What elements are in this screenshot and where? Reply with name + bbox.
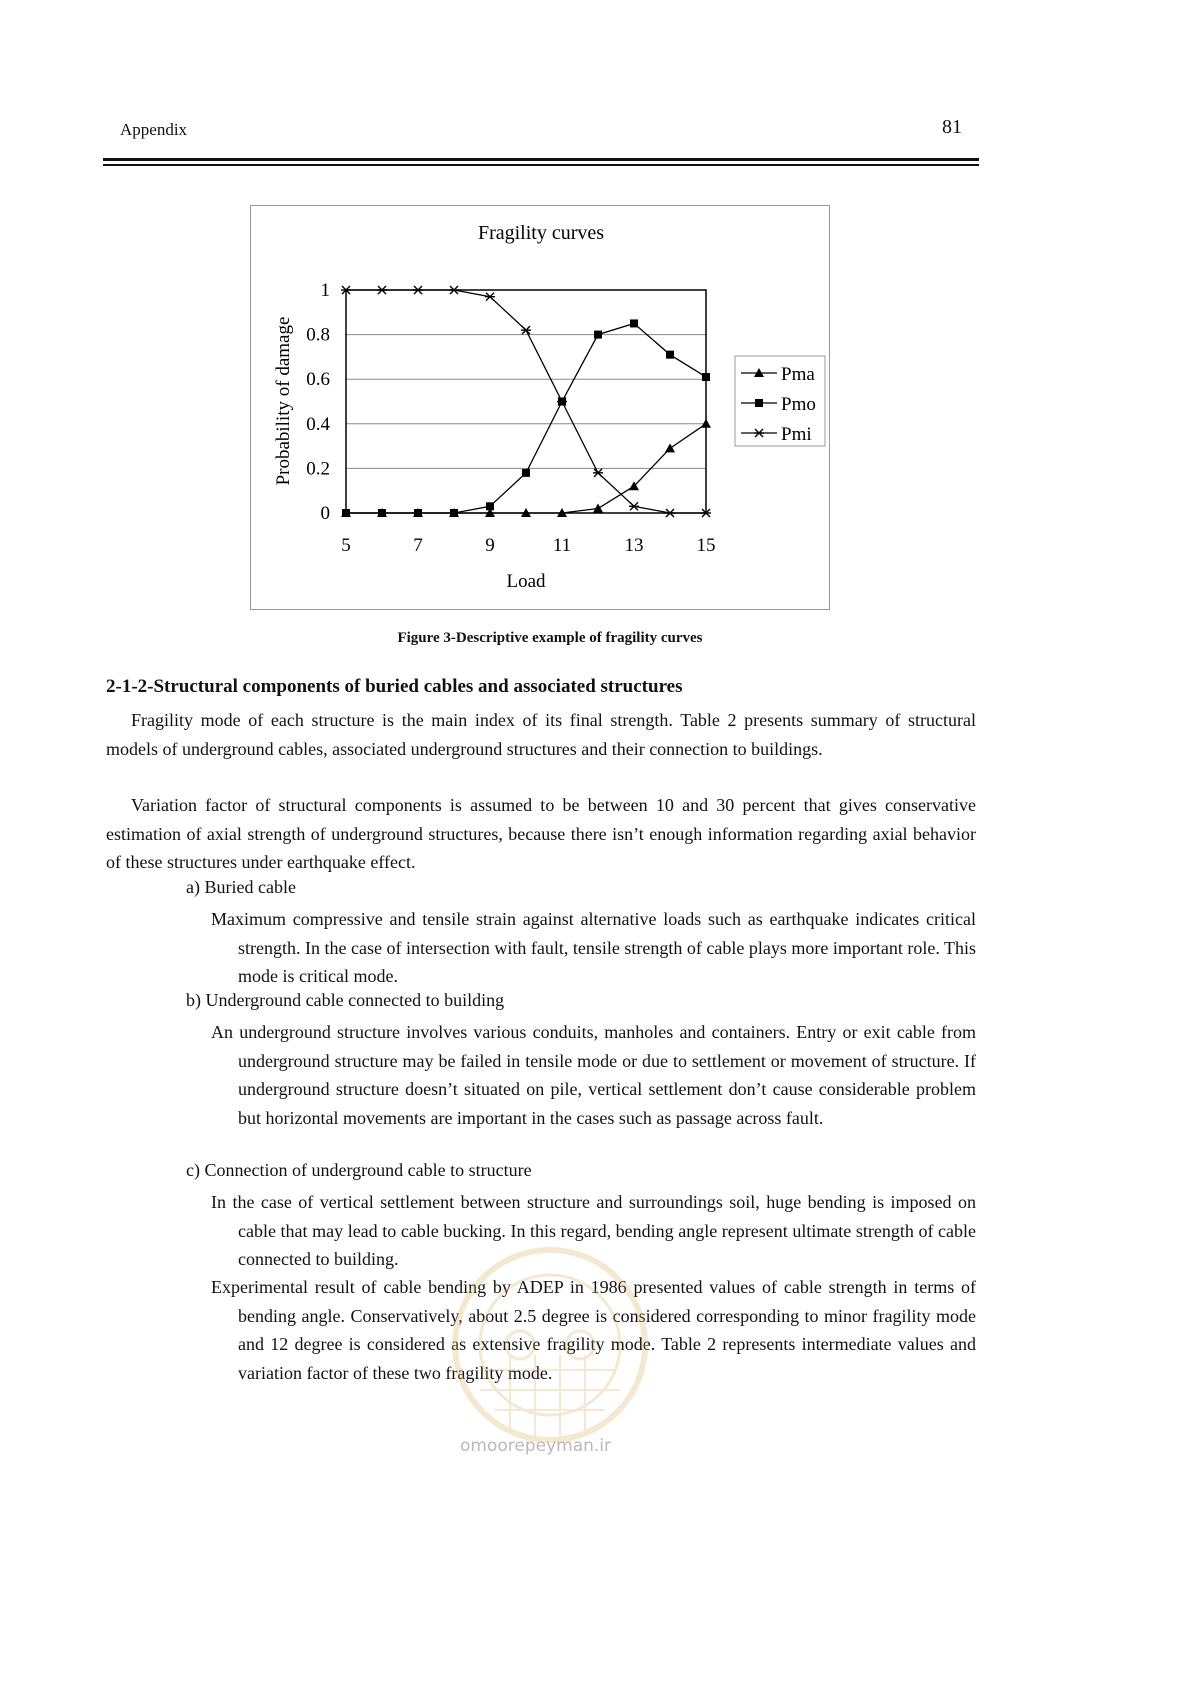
list-item-text: An underground structure involves various conduits, manholes and containers. Entry or exit cable from underground structure may be failed in tensile mode or due to settlement or movement of structure. If underground structure doesn’t situated on pile, vertical settlement don’t cause considerable problem but horizontal movements are important in the cases such as passage across fault.	[211, 1022, 976, 1128]
figure-caption: Figure 3-Descriptive example of fragility curves	[397, 630, 703, 646]
chart-title: Fragility curves	[477, 222, 605, 244]
data-point-star	[377, 286, 387, 294]
data-point-star	[413, 286, 423, 294]
data-point-star	[629, 502, 639, 510]
data-point-star	[521, 326, 531, 334]
data-point-star	[449, 286, 459, 294]
list-item-label: c) Connection of underground cable to structure	[186, 1160, 532, 1180]
x-tick-label: 13	[624, 535, 644, 556]
data-point-star	[593, 469, 603, 477]
header-rule-thin	[103, 164, 979, 166]
chart-legend	[735, 356, 825, 446]
data-point-triangle	[665, 443, 675, 452]
series-pmo	[342, 319, 710, 517]
y-tick-label: 0	[320, 503, 330, 524]
x-tick-label: 15	[696, 535, 716, 556]
y-tick-label: 0.6	[306, 369, 330, 391]
y-tick-label: 0.2	[306, 458, 330, 480]
data-point-square	[414, 509, 422, 517]
list-item-text: Experimental result of cable bending by ADEP in 1986 presented values of cable strength in terms of bending angle. Conservatively, about 2.5 degree is considered corresponding to minor fragility mode and 12 degree is considered as extensive fragility mode. Table 2 represents intermediate values and variation factor of these two fragility mode.	[211, 1277, 976, 1383]
plot-area	[346, 290, 706, 513]
data-point-star	[665, 509, 675, 517]
data-point-square	[378, 509, 386, 517]
y-tick-label: 0.4	[306, 413, 330, 435]
legend-label: Pmo	[781, 394, 816, 415]
list-item-label: b) Underground cable connected to building	[186, 990, 505, 1010]
paragraph: Fragility mode of each structure is the main index of its final strength. Table 2 presents summary of structural models of underground cables, associated underground structures and their connection to buildings.	[106, 710, 976, 759]
header-rule-thick	[103, 158, 979, 161]
y-axis-label: Probability of damage	[273, 316, 294, 486]
series-pmi	[341, 286, 711, 517]
list-item-text: In the case of vertical settlement between structure and surroundings soil, huge bending is imposed on cable that may lead to cable bucking. In this regard, bending angle represent ultimate strength of cable connected to building.	[211, 1192, 976, 1269]
data-point-square	[702, 373, 710, 381]
paragraph: Variation factor of structural components is assumed to be between 10 and 30 percent that gives conservative estimation of axial strength of underground structures, because there isn’t enough information regarding axial behavior of these structures under earthquake effect.	[106, 795, 976, 872]
fragility-chart	[250, 205, 830, 610]
data-point-square	[450, 509, 458, 517]
series-line	[346, 290, 706, 513]
data-point-triangle	[593, 504, 603, 513]
data-point-square	[630, 319, 638, 327]
x-tick-label: 7	[413, 535, 423, 556]
legend-label: Pmi	[781, 424, 812, 445]
series-line	[346, 323, 706, 513]
x-axis-label: Load	[506, 571, 546, 592]
watermark-seal	[440, 1240, 660, 1455]
section-heading: 2-1-2-Structural components of buried cables and associated structures	[106, 676, 683, 697]
data-point-square	[342, 509, 350, 517]
y-tick-label: 0.8	[306, 324, 330, 346]
running-head: Appendix	[120, 120, 188, 139]
data-point-square	[666, 351, 674, 359]
x-tick-label: 9	[485, 535, 495, 556]
chart-canvas	[251, 206, 831, 611]
watermark-text: omoorepeyman.ir	[460, 1436, 612, 1456]
data-point-square	[594, 331, 602, 339]
x-tick-label: 5	[341, 535, 351, 556]
list-item-text: Maximum compressive and tensile strain against alternative loads such as earthquake indicates critical strength. In the case of intersection with fault, tensile strength of cable plays more important role. This mode is critical mode.	[211, 909, 976, 986]
data-point-square	[522, 469, 530, 477]
list-item-label: a) Buried cable	[186, 877, 296, 897]
page-number: 81	[942, 116, 962, 138]
legend-label: Pma	[781, 364, 815, 385]
data-point-star	[485, 293, 495, 301]
data-point-triangle	[701, 419, 711, 428]
data-point-square	[486, 502, 494, 510]
y-tick-label: 1	[320, 280, 330, 301]
x-tick-label: 11	[552, 535, 572, 556]
data-point-square	[755, 399, 763, 407]
